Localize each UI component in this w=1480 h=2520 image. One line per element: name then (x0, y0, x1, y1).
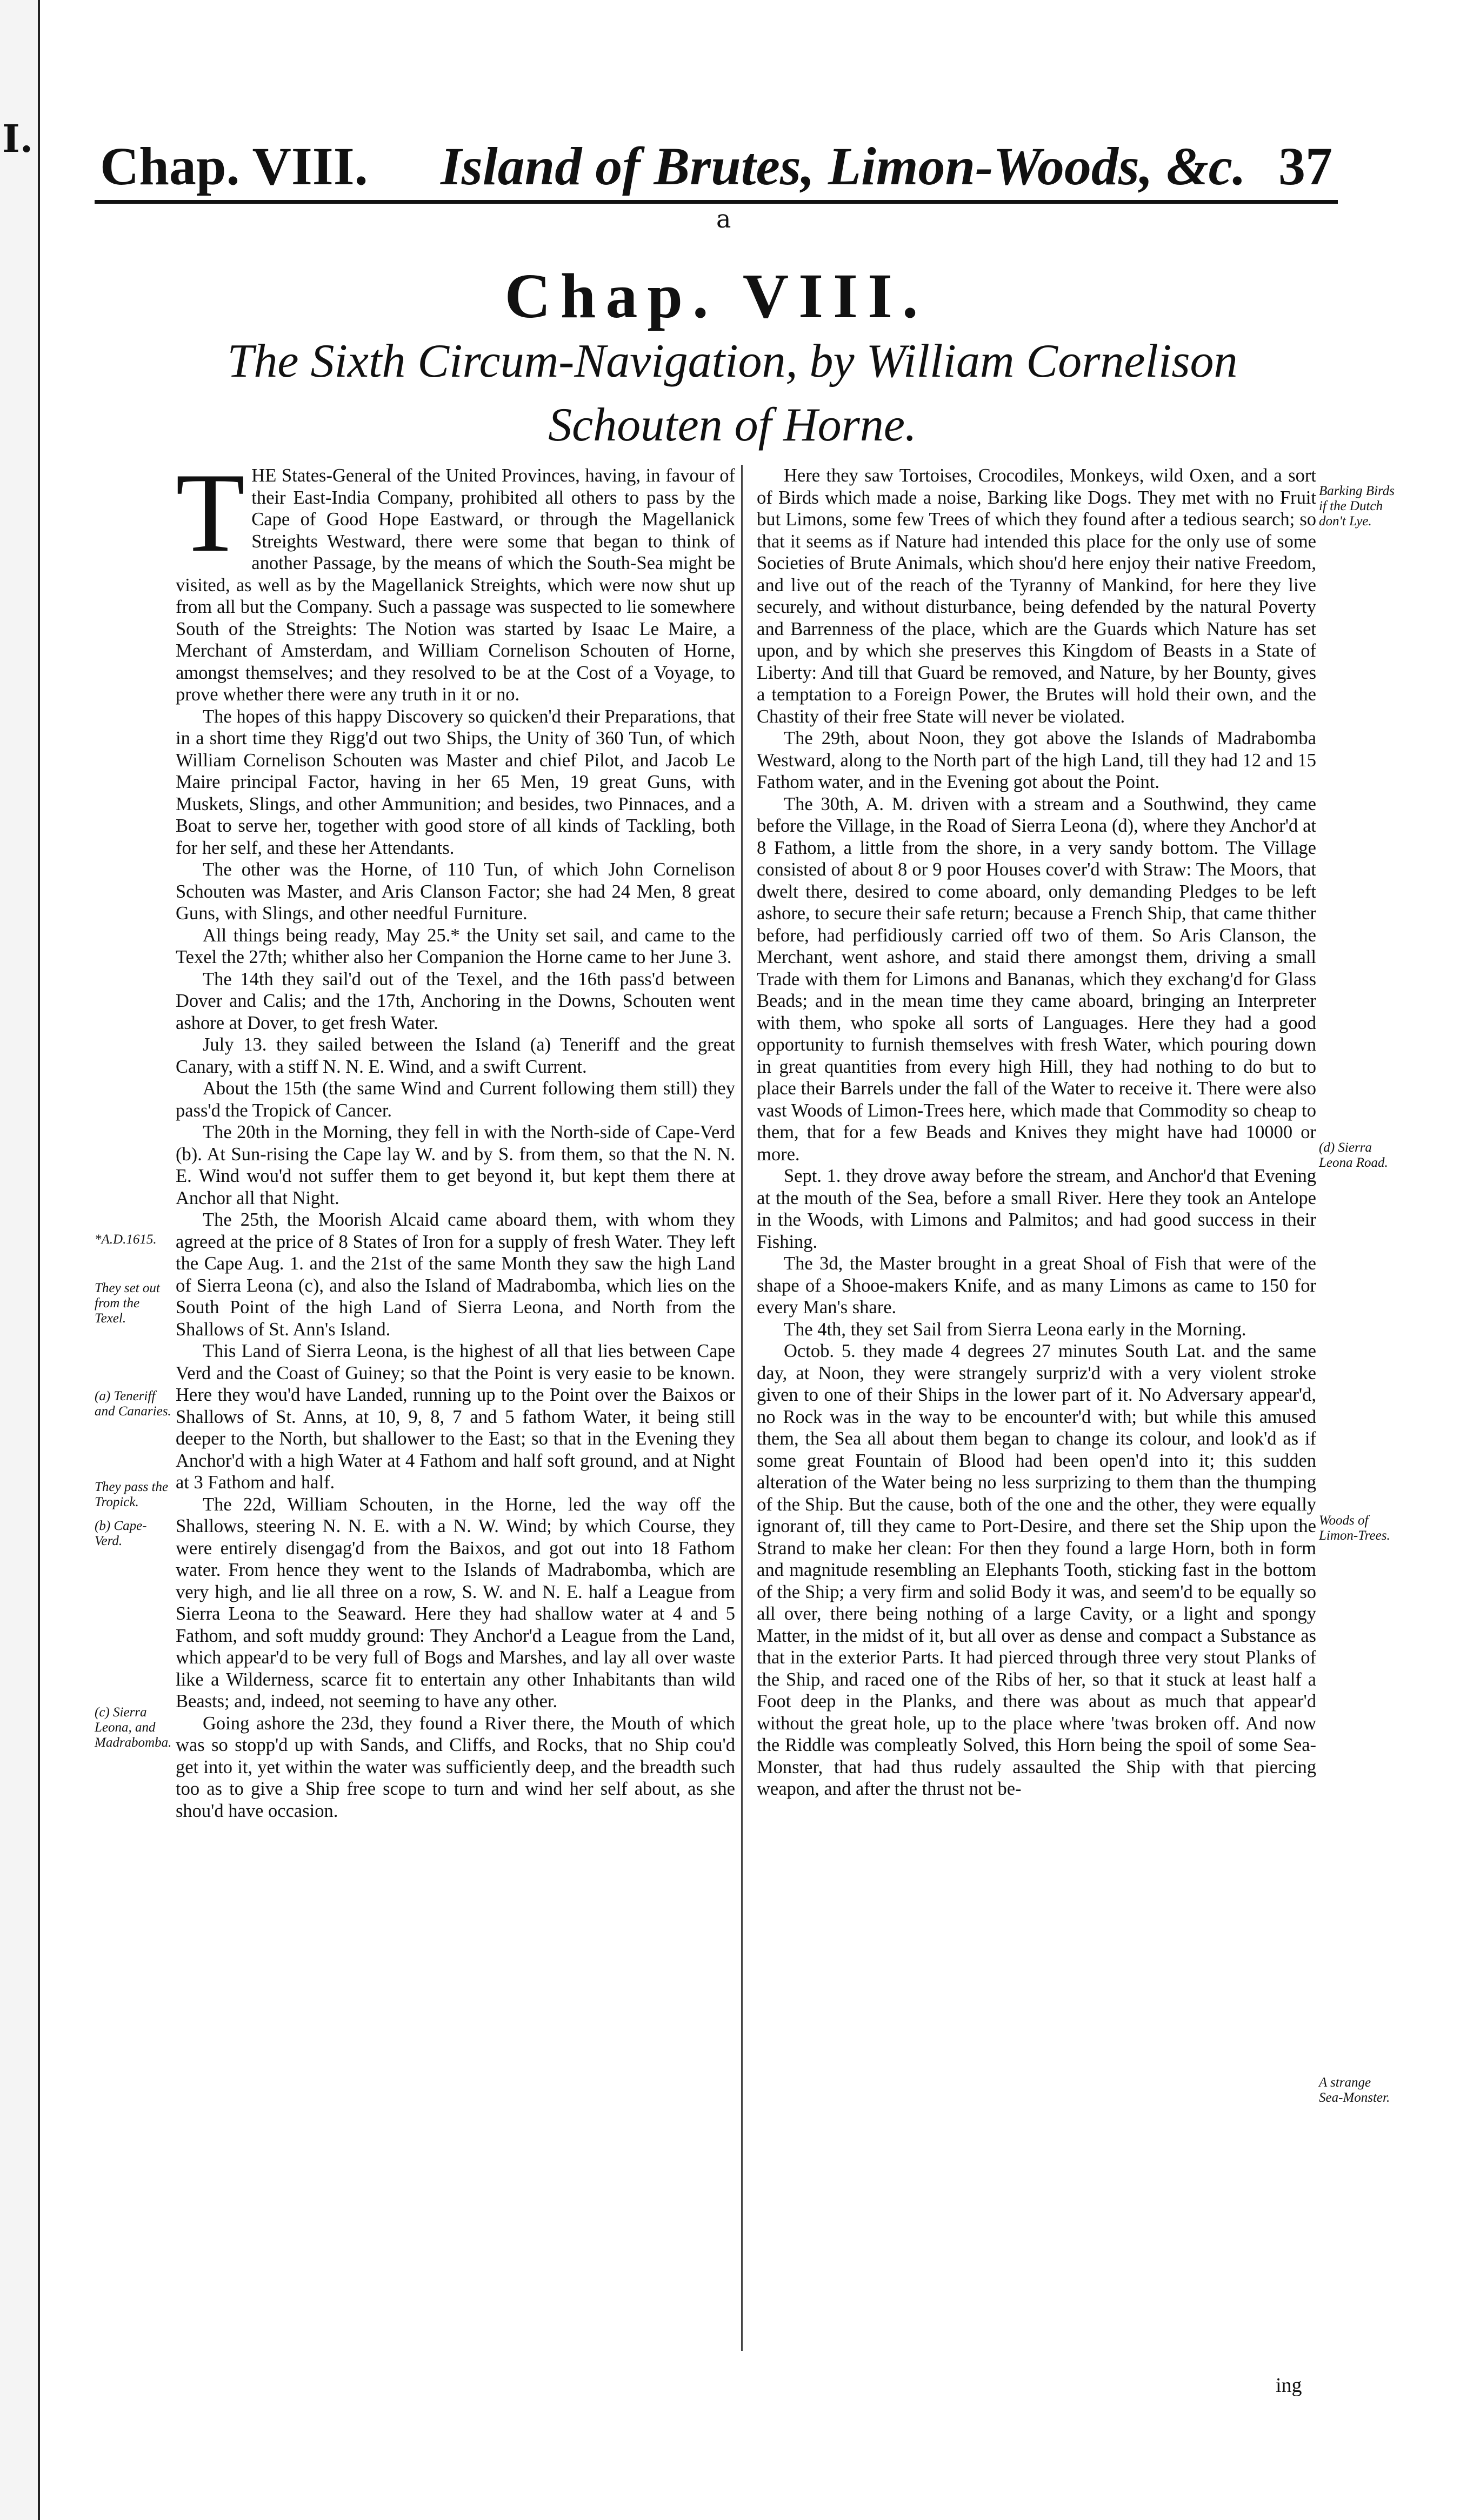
signature-mark: a (716, 204, 731, 233)
book-page (95, 130, 1395, 2397)
adjacent-page-mark: I. (2, 116, 34, 161)
paragraph: The 29th, about Noon, they got above the Islands of Madrabomba Westward, along to the North part of the high Land, till they had 12 and 15 Fathom water, and in the Evening got about the Point. (757, 728, 1316, 792)
paragraph: Here they saw Tortoises, Crocodiles, Monkeys, wild Oxen, and a sort of Birds which made a noise, Barking like Dogs. They met with no Fruit but Limons, some few Trees of which they found after a tedious search; so that it seems as if Nature had intended this place for the only use of some Societies of Brute Animals, which shou'd here enjoy their native Freedom, and live out of the reach of the Tyranny of Mankind, for here they live securely, and without disturbance, being defended by the natural Poverty and Barrenness of the place, which are the Guards which Nature has set upon, and by which she preserves this Kingdom of Beasts in a State of Liberty: And till that Guard be removed, and Nature, by her Bounty, gives a temptation to a Foreign Power, the Brutes will hold their own, and the Chastity of their free State will never be violated. (757, 465, 1316, 727)
paragraph (176, 450, 735, 706)
margin-note-left: (b) Cape-Verd. (95, 1519, 147, 1548)
paragraph: The 25th, the Moorish Alcaid came aboard them, with whom they agreed at the price of 8 States of Iron for a supply of fresh Water. They left the Cape Aug. 1. and the 21st of the same Month they saw the high Land of Sierra Leona (c), and also the Island of Madrabomba, which lies on the South Point of the high Land of Sierra Leona, and North from the Shallows of St. Ann's Island. (176, 1209, 735, 1340)
page-number: 37 (1278, 136, 1332, 196)
paragraph: The hopes of this happy Discovery so quicken'd their Preparations, that in a short time they Rigg'd out two Ships, the Unity of 360 Tun, of which William Cornelison Schouten was Master and chief Pilot, and Jacob Le Maire principal Factor, having in her 65 Men, 19 great Guns, with Muskets, Slings, and other Ammunition; and besides, two Pinnaces, and a Boat to serve her, together with good store of all kinds of Tackling, both for her self, and these her Attendants. (176, 706, 735, 858)
paragraph: This Land of Sierra Leona, is the highest of all that lies between Cape Verd and the Coast of Guiney; so that the Point is very easie to be known. Here they wou'd have Landed, running up to the Point over the Baixos or Shallows of St. Anns, at 10, 9, 8, 7 and 5 fathom Water, it being still deeper to the North, but shallower to the East; so that in the Evening they Anchor'd with a high Water at 4 Fathom and half soft ground, and at Night at 3 Fathom and half. (176, 1341, 735, 1493)
adjacent-page-edge (0, 0, 40, 2520)
paragraph: The 4th, they set Sail from Sierra Leona early in the Morning. (784, 1319, 1246, 1340)
paragraph: Octob. 5. they made 4 degrees 27 minutes South Lat. and the same day, at Noon, they were strangely surpriz'd with a very violent stroke given to one of their Ships in the lower part of it. No Adversary appear'd, no Rock was in the way to be encounter'd with; but while this amused them, the Sea all about them began to change its colour, and look'd as if some great Fountain of Blood had been open'd into it; this sudden alteration of the Water being no less surprizing to them than the thumping of the Ship. But the cause, both of the one and the other, they were equally ignorant of, till they came to Port-Desire, and there set the Ship upon the Strand to make her clean: For then they found a large Horn, both in form and magnitude resembling an Elephants Tooth, sticking fast in the bottom of the Ship; a very firm and solid Body it was, and seem'd to be equally so all over, there being nothing of a large Cavity, or a light and spongy Matter, in the midst of it, but all over as dense and compact a Substance as that in the exterior Parts. It had pierced through three very stout Planks of the Ship, and raced one of the Ribs of her, so that it stuck at least half a Foot deep in the Planks, and there was about as much that appear'd without the great hole, up to the place where 'twas broken off. And now the Riddle was compleatly Solved, this Horn being the spoil of some Sea-Monster, that had thus rudely assaulted the Ship with that piercing weapon, and after the thrust not be- (757, 1341, 1316, 1799)
running-head (95, 130, 1338, 204)
margin-note-left: (c) Sierra Leona, and Madrabomba. (95, 1705, 172, 1750)
left-column (176, 450, 735, 1822)
chapter-heading: Chap. VIII. (504, 260, 928, 331)
paragraph: Sept. 1. they drove away before the stream, and Anchor'd that Evening at the mouth of the Sea, before a small River. Here they took an Antelope in the Woods, with Limons and Palmitos; and had good success in their Fishing. (757, 1166, 1316, 1252)
paragraph: The 14th they sail'd out of the Texel, and the 16th pass'd between Dover and Calis; and the 17th, Anchoring in the Downs, Schouten went ashore at Dover, to get fresh Water. (176, 968, 735, 1033)
running-head-title: Island of Brutes, Limon-Woods, &c. (441, 136, 1246, 196)
margin-note-right: A strange Sea-Monster. (1319, 2075, 1390, 2105)
chapter-subtitle: The Sixth Circum-Navigation, by William Cornelison Schouten of Horne. (227, 335, 1238, 451)
margin-note-right: Woods of Limon-Trees. (1319, 1513, 1390, 1543)
margin-note-left: *A.D.1615. (95, 1232, 157, 1247)
right-column (757, 465, 1316, 1800)
column-rule (741, 465, 743, 2351)
margin-note-right: Barking Birds if the Dutch don't Lye. (1319, 484, 1395, 529)
margin-note-right: (d) Sierra Leona Road. (1319, 1140, 1388, 1170)
drop-cap: T (176, 450, 245, 576)
margin-note-left: They set out from the Texel. (95, 1281, 160, 1326)
margin-note-left: They pass the Tropick. (95, 1480, 169, 1509)
paragraph: July 13. they sailed between the Island (a) Teneriff and the great Canary, with a stiff N. N. E. Wind, and a swift Current. (176, 1034, 735, 1077)
margin-note-left: (a) Teneriff and Canaries. (95, 1389, 171, 1419)
paragraph: All things being ready, May 25.* the Unity set sail, and came to the Texel the 27th; whither also her Companion the Horne came to her June 3. (176, 925, 735, 967)
paragraph: The 3d, the Master brought in a great Shoal of Fish that were of the shape of a Shooe-makers Knife, and as many Limons as came to 150 for every Man's share. (757, 1253, 1316, 1318)
paragraph: The 20th in the Morning, they fell in with the North-side of Cape-Verd (b). At Sun-rising the Cape lay W. and by S. from them, so that the N. N. E. Wind wou'd not suffer them to get beyond it, but kept them there at Anchor all that Night. (176, 1122, 735, 1208)
paragraph: The other was the Horne, of 110 Tun, of which John Cornelison Schouten was Master, and Aris Clanson Factor; she had 24 Men, 8 great Guns, with Slings, and other needful Furniture. (176, 859, 735, 924)
catchword: ing (1276, 2374, 1302, 2397)
paragraph: Going ashore the 23d, they found a River there, the Mouth of which was so stopp'd up with Sands, and Cliffs, and Rocks, that no Ship cou'd get into it, yet within the water was sufficiently deep, and the breadth such too as to give a Ship free scope to turn and wind her self about, as she shou'd have occasion. (176, 1713, 735, 1821)
paragraph: The 30th, A. M. driven with a stream and a Southwind, they came before the Village, in the Road of Sierra Leona (d), where they Anchor'd at 8 Fathom, a little from the shore, in a very sandy bottom. The Village consisted of about 8 or 9 poor Houses cover'd with Straw: The Moors, that dwelt there, desired to come aboard, only demanding Pledges to be left ashore, to secure their safe return; because a French Ship, that came thither before, had perfidiously carried off two of them. So Aris Clanson, the Merchant, went ashore, and staid there amongst them, driving a small Trade with them for Limons and Bananas, which they exchang'd for Glass Beads; and in the mean time they came aboard, bringing an Interpreter with them, who spoke all sorts of Languages. Here they had a good opportunity to furnish themselves with fresh Water, which pouring down in great quantities from every high Hill, they had nothing to do but to place their Barrels under the fall of the Water to receive it. There were also vast Woods of Limon-Trees here, which made that Commodity so cheap to them, that for a few Beads and Knives they might have had 10000 or more. (757, 793, 1316, 1165)
paragraph: About the 15th (the same Wind and Current following them still) they pass'd the Tropick of Cancer. (176, 1078, 735, 1121)
running-head-chapter: Chap. VIII. (100, 136, 368, 196)
paragraph: The 22d, William Schouten, in the Horne, led the way off the Shallows, steering N. N. E. with a N. W. Wind; by which Course, they were entirely disengag'd from the Baixos, and got out into 18 Fathom water. From hence they went to the Islands of Madrabomba, which are very high, and lie all three on a row, S. W. and N. E. half a League from Sierra Leona to the Seaward. Here they had shallow water at 4 and 5 Fathom, and soft muddy ground: They Anchor'd a League from the Land, which appear'd to be very full of Bogs and Marshes, and lay all over waste like a Wilderness, scarce fit to entertain any other Inhabitants than wild Beasts; and, indeed, not seeming to have any other. (176, 1494, 735, 1712)
paragraph-text: HE States-General of the United Provinces, having, in favour of their East-India Company, prohibited all others to pass by the Cape of Good Hope Eastward, or through the Magellanick Streights Westward, there were some that began to think of another Passage, by the means of which the South-Sea might be visited, as well as by the Magellanick Streights, which were now shut up from all but the Company. Such a passage was suspected to lie somewhere South of the Streights: The Notion was started by Isaac Le Maire, a Merchant of Amsterdam, and William Cornelison Schouten of Horne, amongst themselves; and they resolved to be at the Cost of a Voyage, to prove whether there were any truth in it or no. (176, 465, 735, 705)
